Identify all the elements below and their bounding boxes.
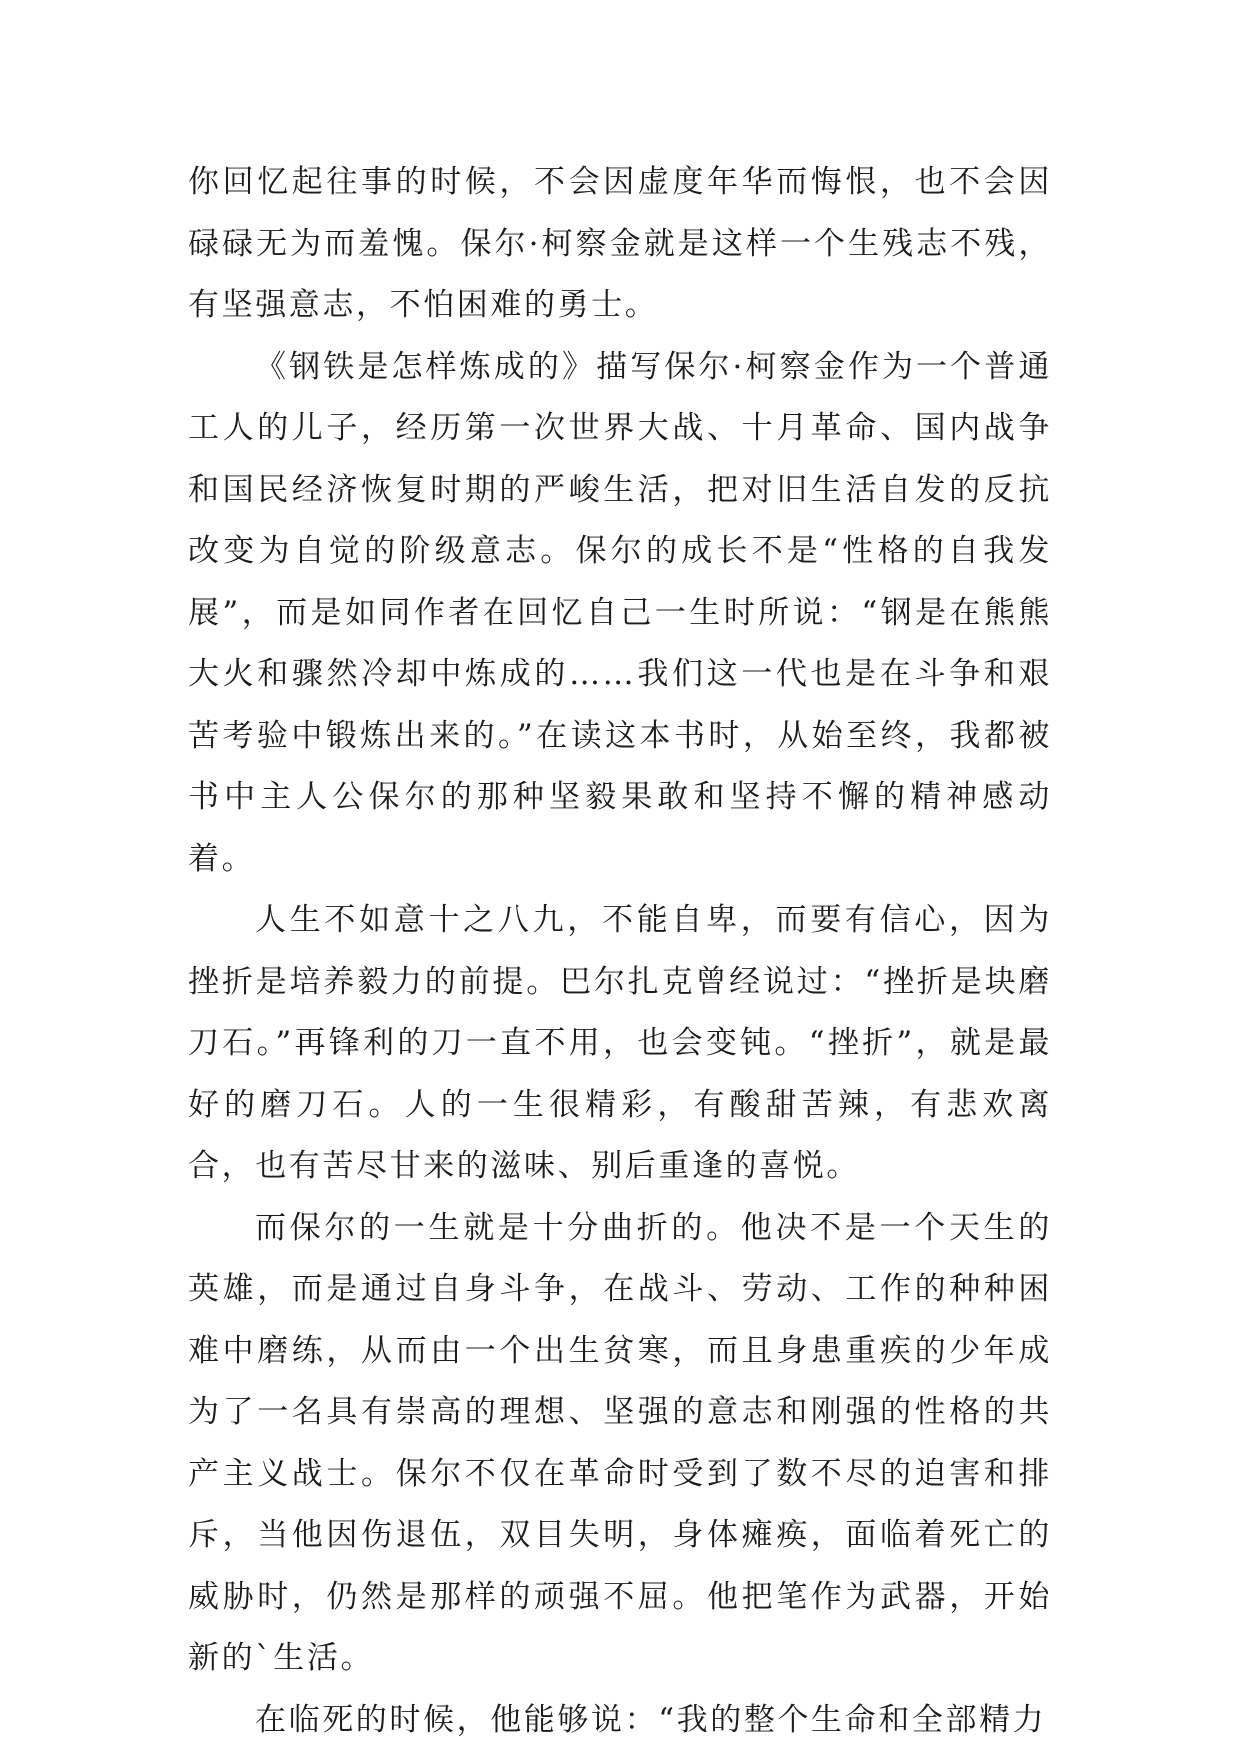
paragraph-4: 而保尔的一生就是十分曲折的。他决不是一个天生的英雄，而是通过自身斗争，在战斗、劳动、工作的种种困难中磨练，从而由一个出生贫寒，而且身患重疾的少年成为了一名具有崇高的理想、坚强的意志和刚强的性格的共产主义战士。保尔不仅在革命时受到了数不尽的迫害和排斥，当他因伤退伍，双目失明，身体瘫痪，面临着死亡的威胁时，仍然是那样的顽强不屈。他把笔作为武器，开始新的`生活。 <box>188 1209 1052 1676</box>
paragraph-5: 在临死的时候，他能够说：“我的整个生命和全部精力 <box>255 1701 1047 1738</box>
paragraph-3: 人生不如意十之八九，不能自卑，而要有信心，因为挫折是培养毅力的前提。巴尔扎克曾经说过：“挫折是块磨刀石。”再锋利的刀一直不用，也会变钝。“挫折”，就是最好的磨刀石。人的一生很精彩，有酸甜苦辣，有悲欢离合，也有苦尽甘来的滋味、别后重逢的喜悦。 <box>188 902 1052 1184</box>
document-body <box>188 152 1052 1751</box>
paragraph-2: 《钢铁是怎样炼成的》描写保尔·柯察金作为一个普通工人的儿子，经历第一次世界大战、十月革命、国内战争和国民经济恢复时期的严峻生活，把对旧生活自发的反抗改变为自觉的阶级意志。保尔的成长不是“性格的自我发展”，而是如同作者在回忆自己一生时所说：“钢是在熊熊大火和骤然冷却中炼成的……我们这一代也是在斗争和艰苦考验中锻炼出来的。”在读这本书时，从始至终，我都被书中主人公保尔的那种坚毅果敢和坚持不懈的精神感动着。 <box>188 348 1052 877</box>
paragraph-1: 你回忆起往事的时候，不会因虚度年华而悔恨，也不会因碌碌无为而羞愧。保尔·柯察金就是这样一个生残志不残，有坚强意志，不怕困难的勇士。 <box>188 164 1052 323</box>
